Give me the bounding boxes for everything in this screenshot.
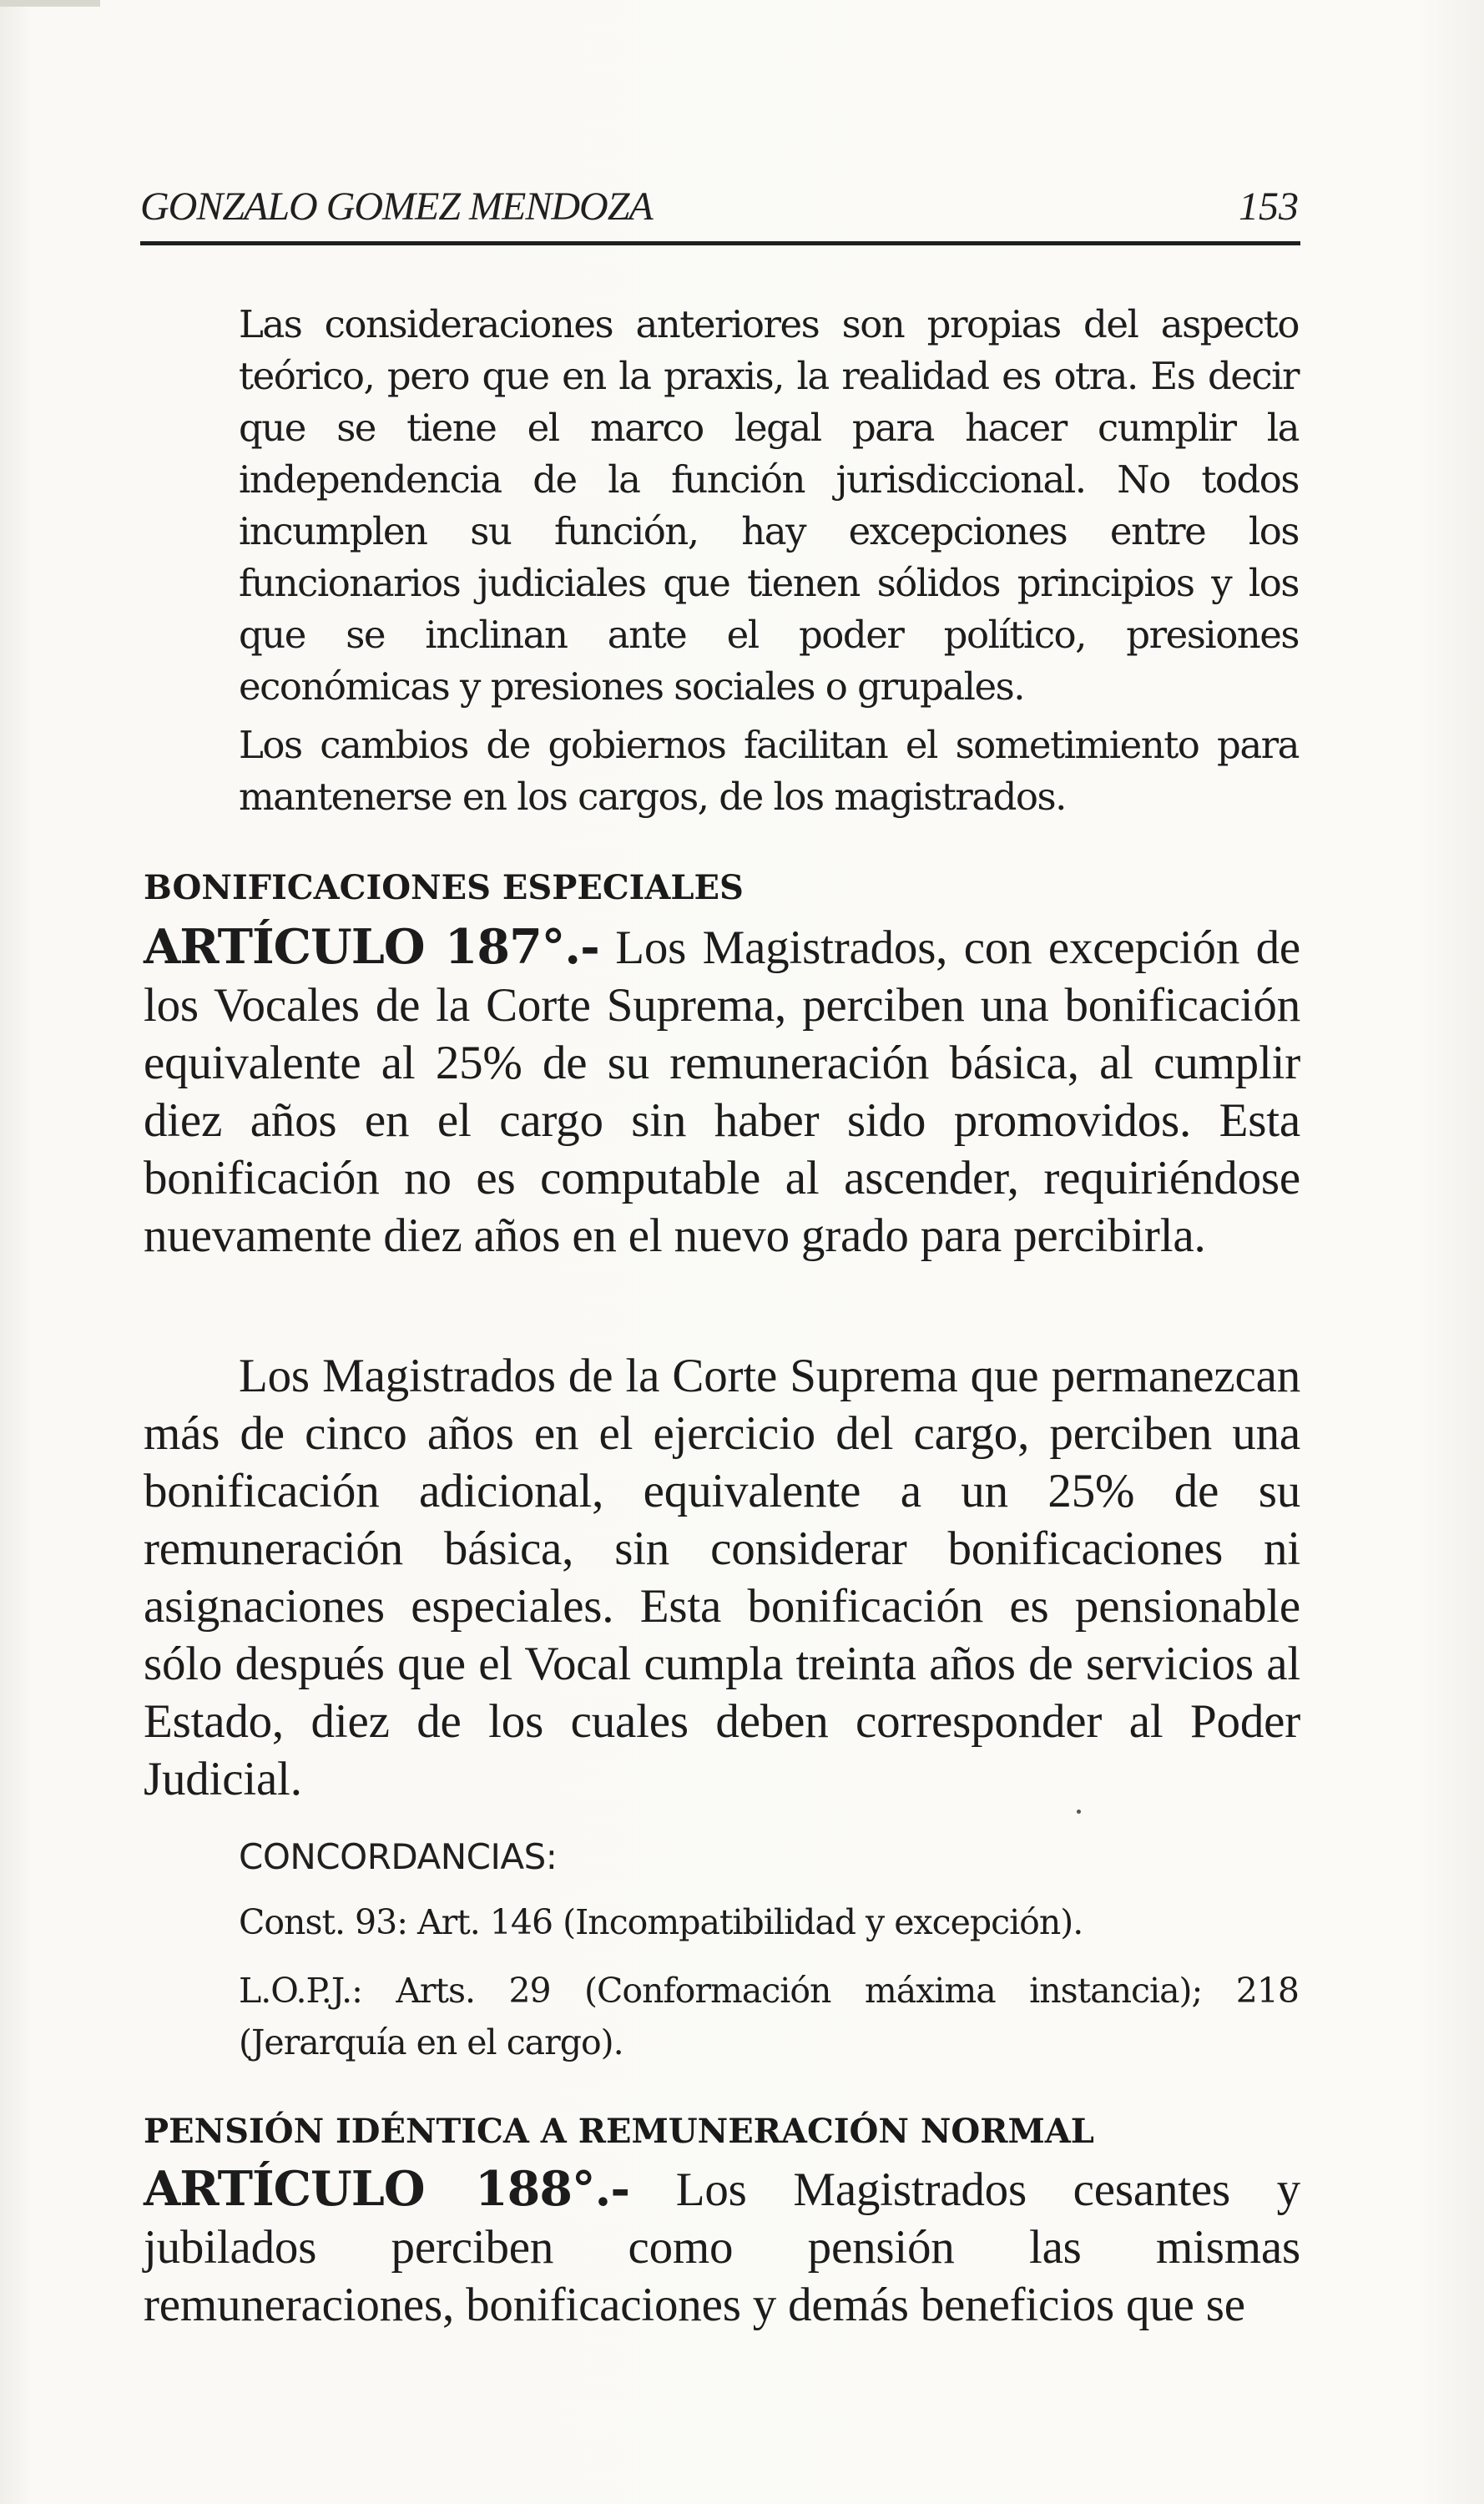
article-188-text: Los Magistrados cesantes y jubilados perciben como pensión las mismas remuneraciones, bonificaciones y demás beneficios que se xyxy=(144,2163,1300,2331)
article-187-label: ARTÍCULO 187°.- xyxy=(144,919,599,975)
concordancias-title: CONCORDANCIAS: xyxy=(239,1836,558,1877)
print-speck xyxy=(1077,1810,1081,1814)
header-rule xyxy=(140,241,1300,245)
section-heading-bonificaciones: BONIFICACIONES ESPECIALES xyxy=(144,868,744,907)
article-187-paragraph xyxy=(144,918,1300,1265)
article-188-label: ARTÍCULO 188°.- xyxy=(144,2161,629,2217)
intro-paragraph-1: Las consideraciones anteriores son propias del aspecto teórico, pero que en la praxis, la realidad es otra. Es decir que se tiene el marco legal para hacer cumplir la independencia de la función jurisdiccional. No todos incumplen su función, hay excepciones entre los funcionarios judiciales que tienen sólidos principios y los que se inclinan ante el poder político, presiones económicas y presiones sociales o grupales. xyxy=(239,302,1299,709)
article-187-paragraph-2: Los Magistrados de la Corte Suprema que permanezcan más de cinco años en el ejercicio del cargo, perciben una bonificación adicional, equivalente a un 25% de su remuneración básica, sin considerar bonificaciones ni asignaciones especiales. Esta bonificación es pensionable sólo después que el Vocal cumpla treinta años de servicios al Estado, diez de los cuales deben corresponder al Poder Judicial. xyxy=(144,1350,1300,1805)
article-188-paragraph xyxy=(144,2160,1300,2334)
page-header xyxy=(140,175,1299,242)
section-heading-pension: PENSIÓN IDÉNTICA A REMUNERACIÓN NORMAL xyxy=(144,2112,1094,2151)
page-number: 153 xyxy=(1239,184,1299,229)
article-187-text: Los Magistrados, con excepción de los Vocales de la Corte Suprema, perciben una bonificación equivalente al 25% de su remuneración básica, al cumplir diez años en el cargo sin haber sido promovidos. Esta bonificación no es computable al ascender, requiriéndose nuevamente diez años en el nuevo grado para percibirla. xyxy=(144,921,1300,1262)
intro-paragraph-2: Los cambios de gobiernos facilitan el sometimiento para mantenerse en los cargos, de los magistrados. xyxy=(239,723,1299,819)
scan-edge-mark xyxy=(0,0,100,7)
concordancia-lopj: L.O.P.J.: Arts. 29 (Conformación máxima instancia); 218 (Jerarquía en el cargo). xyxy=(239,1971,1299,2062)
concordancia-const: Const. 93: Art. 146 (Incompatibilidad y excepción). xyxy=(239,1902,1083,1942)
running-title: GONZALO GOMEZ MENDOZA xyxy=(140,184,653,229)
